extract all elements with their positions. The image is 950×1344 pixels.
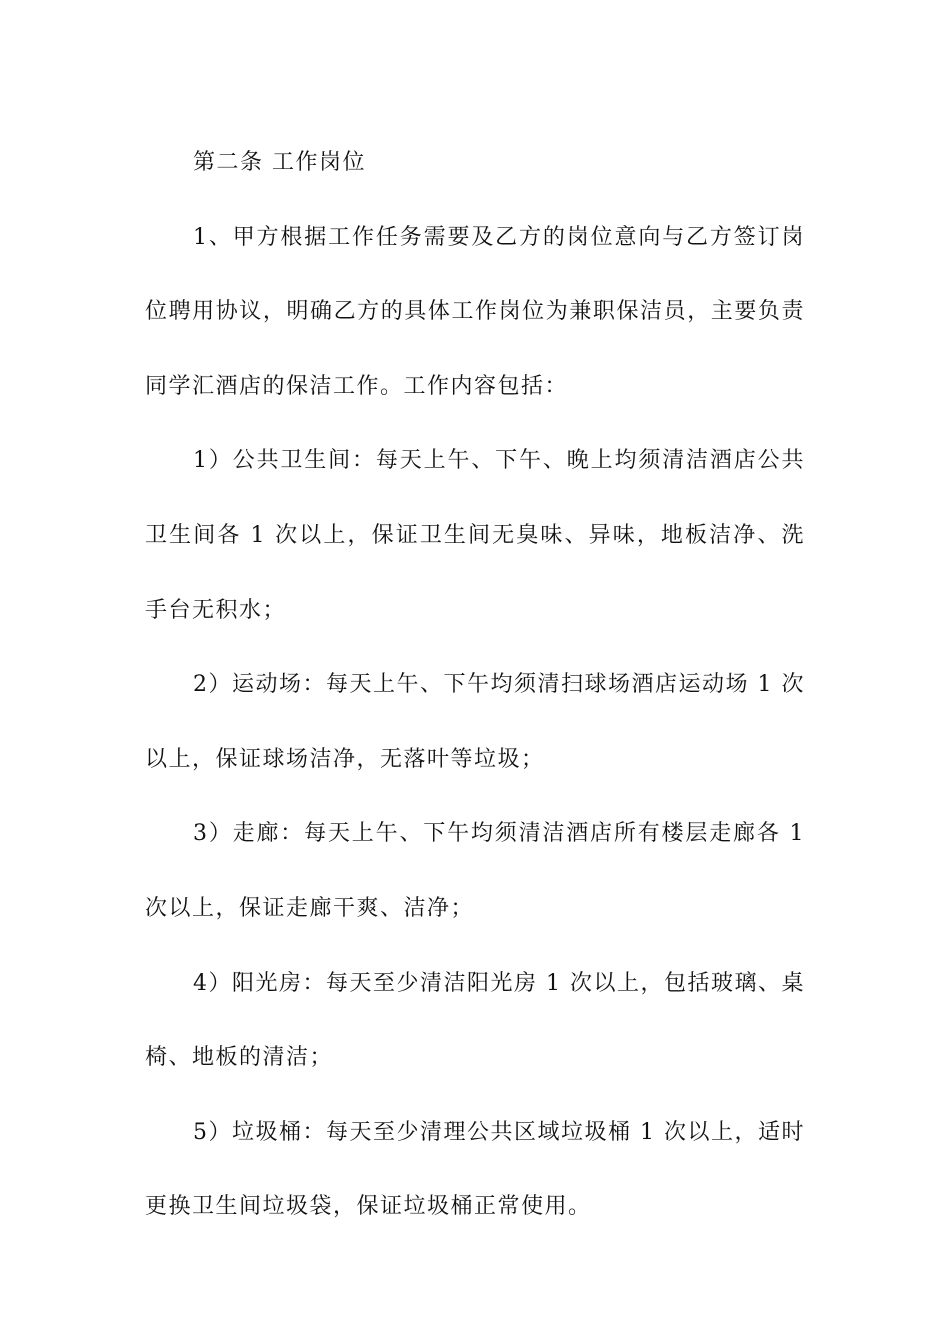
duty-item-corridor: 3）走廊：每天上午、下午均须清洁酒店所有楼层走廊各 1 次以上，保证走廊干爽、洁净； [145, 821, 805, 921]
intro-paragraph: 1、甲方根据工作任务需要及乙方的岗位意向与乙方签订岗位聘用协议，明确乙方的具体工作岗位为兼职保洁员，主要负责同学汇酒店的保洁工作。工作内容包括： [145, 224, 805, 399]
duty-item-sports-field: 2）运动场：每天上午、下午均须清扫球场酒店运动场 1 次以上，保证球场洁净，无落叶等垃圾； [145, 672, 805, 772]
duty-item-sunroom: 4）阳光房：每天至少清洁阳光房 1 次以上，包括玻璃、桌椅、地板的清洁； [145, 970, 805, 1071]
document-body [145, 126, 805, 1245]
duty-item-trash-bin: 5）垃圾桶：每天至少清理公共区域垃圾桶 1 次以上，适时更换卫生间垃圾袋，保证垃圾桶正常使用。 [145, 1119, 805, 1220]
duty-item-public-restroom: 1）公共卫生间：每天上午、下午、晚上均须清洁酒店公共卫生间各 1 次以上，保证卫生间无臭味、异味，地板洁净、洗手台无积水； [145, 448, 805, 623]
article-heading: 第二条 工作岗位 [193, 150, 366, 175]
